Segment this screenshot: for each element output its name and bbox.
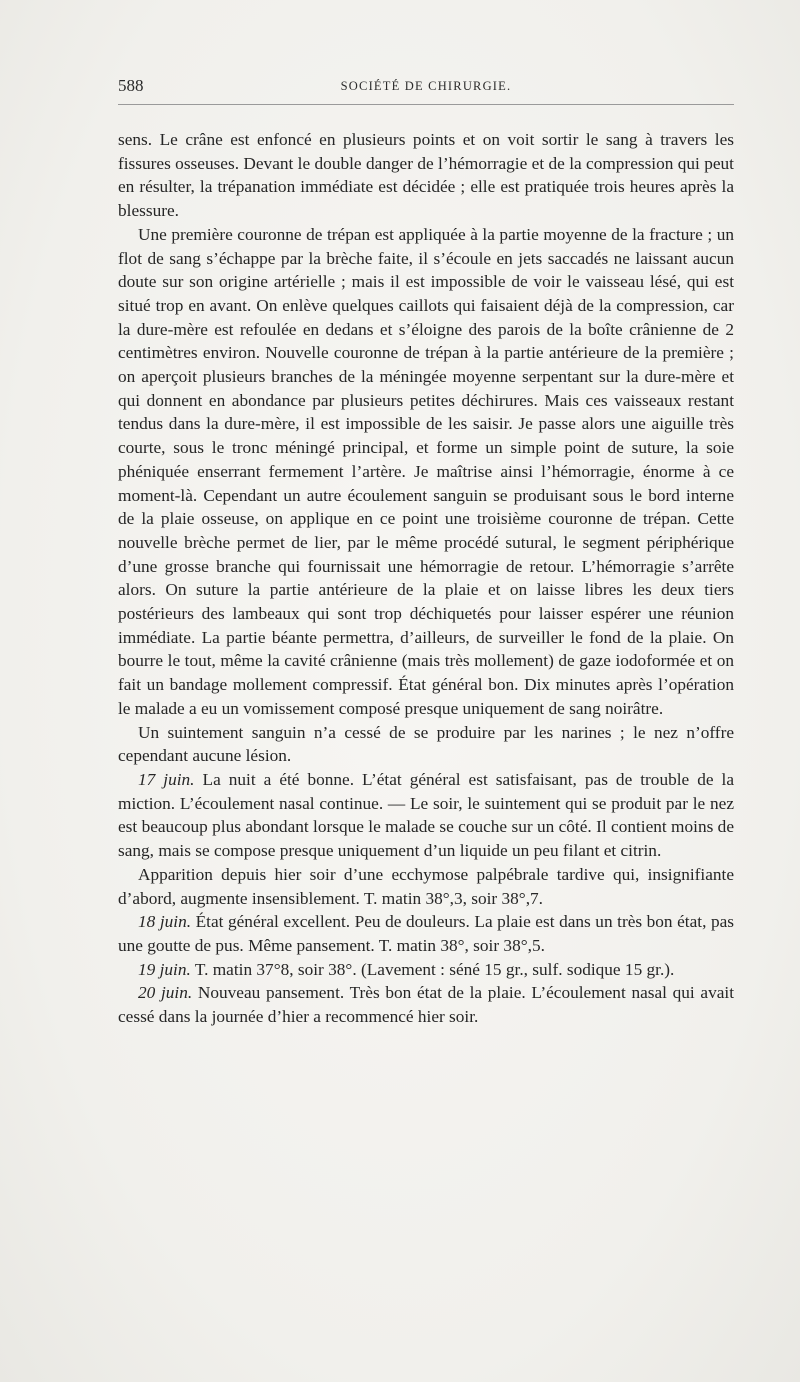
entry-date: 19 juin.: [138, 959, 191, 979]
entry-date: 20 juin.: [138, 983, 193, 1003]
paragraph: Une première couronne de trépan est appliquée à la partie moyenne de la fracture ; un flot de sang s’échappe par la brèche faite, il s’écoule en jets saccadés ne laissant aucun doute sur son origine artérielle ; mais il est impossible de voir le vaisseau lésé, qui est situé trop en avant. On enlève quelques caillots qui faisaient déjà de la compression, car la dure-mère est refoulée en dedans et s’éloigne des parois de la boîte crânienne de 2 centimètres environ. Nouvelle couronne de trépan à la partie antérieure de la première ; on aperçoit plusieurs branches de la méningée moyenne serpentant sur la dure-mère et qui donnent en abondance par plusieurs petites déchirures. Mais ces vaisseaux restant tendus dans la dure-mère, il est impossible de les saisir. Je passe alors une aiguille très courte, sous le tronc méningé principal, et forme un simple point de suture, la soie phéniquée enserrant fermement l’artère. Je maîtrise ainsi l’hémorragie, énorme à ce moment-là. Cependant un autre écoulement sanguin se produisant sous le bord interne de la plaie osseuse, on applique en ce point une troisième couronne de trépan. Cette nouvelle brèche permet de lier, par le même procédé sutural, le segment périphérique d’une grosse branche qui fournissait une hémorragie de retour. L’hémorragie s’arrête alors. On suture la partie antérieure de la plaie et on laisse libres les deux tiers postérieurs des lambeaux qui sont trop déchiquetés pour laisser espérer une réunion immédiate. La partie béante permettra, d’ailleurs, de surveiller le fond de la plaie. On bourre le tout, même la cavité crânienne (mais très mollement) de gaze iodoformée et on fait un bandage mollement compressif. État général bon. Dix minutes après l’opération le malade a eu un vomissement composé presque uniquement de sang noirâtre.: [118, 224, 734, 718]
running-title: SOCIÉTÉ DE CHIRURGIE.: [340, 79, 512, 93]
paragraph: 18 juin. État général excellent. Peu de douleurs. La plaie est dans un très bon état, pas une goutte de pus. Même pansement. T. matin 38°, soir 38°,5.: [118, 912, 734, 955]
page-header: [118, 76, 734, 98]
paragraph: 20 juin. Nouveau pansement. Très bon état de la plaie. L’écoulement nasal qui avait cessé dans la journée d’hier a recommencé hier soir.: [118, 983, 734, 1027]
entry-date: 18 juin.: [138, 912, 192, 932]
paragraph: 19 juin. T. matin 37°8, soir 38°. (Lavement : séné 15 gr., sulf. sodique 15 gr.).: [138, 959, 675, 979]
paragraph: Apparition depuis hier soir d’une ecchymose palpébrale tardive qui, insignifiante d’abord, augmente insensiblement. T. matin 38°,3, soir 38°,7.: [118, 864, 734, 908]
entry-date: 17 juin.: [138, 769, 195, 789]
paragraph: 17 juin. La nuit a été bonne. L’état général est satisfaisant, pas de trouble de la miction. L’écoulement nasal continue. — Le soir, le suintement qui se produit par le nez est beaucoup plus abondant lorsque le malade se couche sur un côté. Il contient moins de sang, mais se compose presque uniquement d’un liquide un peu filant et citrin.: [118, 769, 734, 861]
header-rule: [118, 104, 734, 105]
paragraph: Un suintement sanguin n’a cessé de se produire par les narines ; le nez n’offre cependant aucune lésion.: [118, 722, 734, 766]
body-text: [118, 128, 734, 1029]
page-number: 588: [118, 76, 144, 95]
paragraph: sens. Le crâne est enfoncé en plusieurs points et on voit sortir le sang à travers les fissures osseuses. Devant le double danger de l’hémorragie et de la compression qui peut en résulter, la trépanation immédiate est décidée ; elle est pratiquée trois heures après la blessure.: [118, 130, 734, 221]
